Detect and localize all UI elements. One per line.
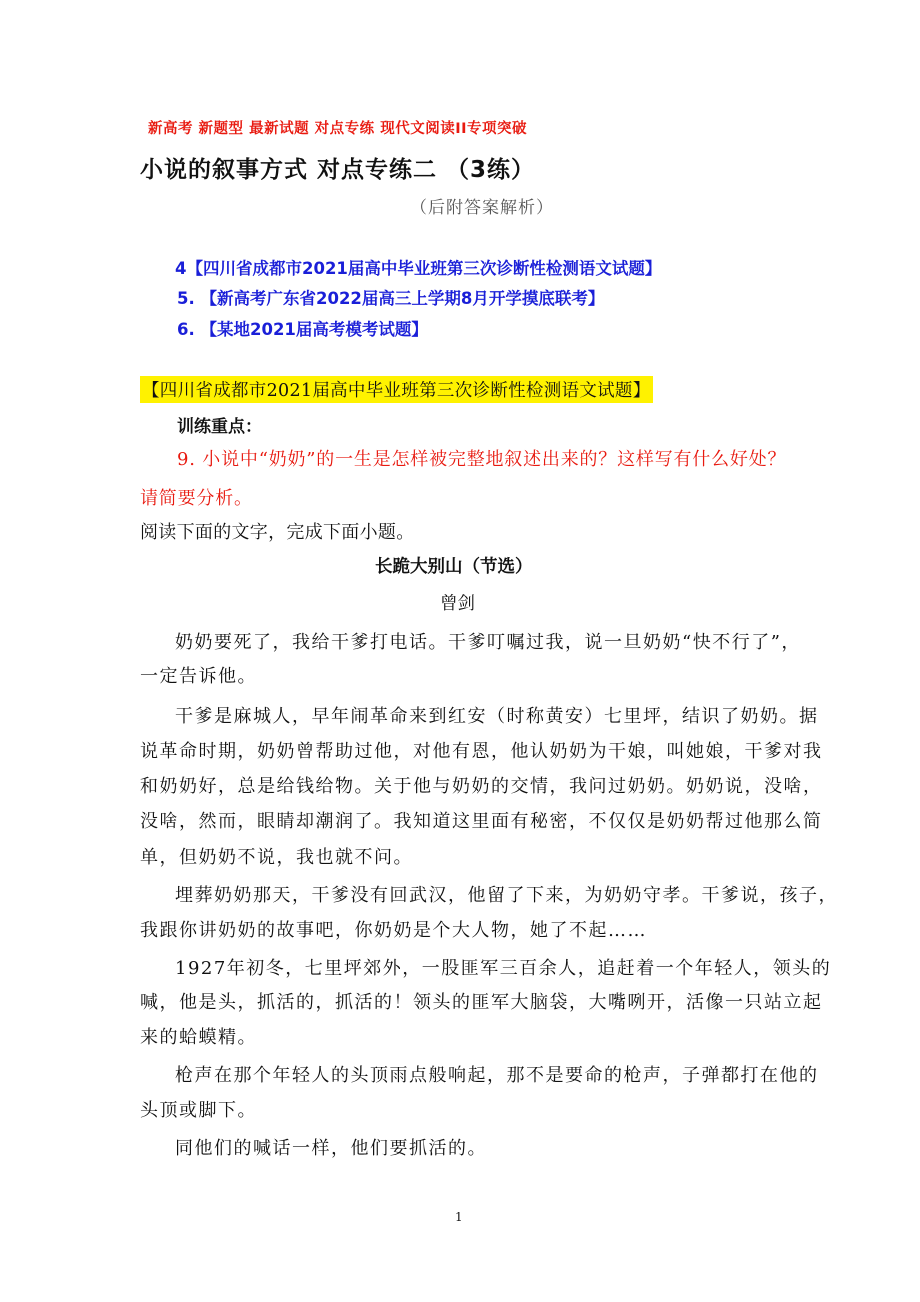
article-line: 枪声在那个年轻人的头顶雨点般响起，那不是要命的枪声，子弹都打在他的	[175, 1065, 819, 1086]
toc-item-6: 6. 【某地2021届高考模考试题】	[177, 320, 428, 339]
article-line: 同他们的喊话一样，他们要抓活的。	[175, 1138, 487, 1159]
article-line: 头顶或脚下。	[140, 1100, 257, 1121]
focus-label: 训练重点：	[177, 417, 262, 437]
page-title: 小说的叙事方式 对点专练二 （3练）	[140, 157, 536, 183]
toc-item-5: 5. 【新高考广东省2022届高三上学期8月开学摸底联考】	[177, 289, 605, 308]
article-line: 干爹是麻城人，早年闹革命来到红安（时称黄安）七里坪，结识了奶奶。据	[175, 706, 819, 727]
article-line: 没啥，然而，眼睛却潮润了。我知道这里面有秘密，不仅仅是奶奶帮过他那么简	[140, 811, 823, 832]
article-line: 单，但奶奶不说，我也就不问。	[140, 847, 413, 868]
article-line: 埋葬奶奶那天，干爹没有回武汉，他留了下来，为奶奶守孝。干爹说，孩子，	[175, 885, 838, 906]
article-line: 和奶奶好，总是给钱给物。关于他与奶奶的交情，我问过奶奶。奶奶说，没啥，	[140, 776, 823, 797]
article-line: 来的蛤蟆精。	[140, 1027, 257, 1048]
article-title: 长跪大别山（节选）	[375, 557, 533, 577]
article-line: 1927年初冬，七里坪郊外，一股匪军三百余人，追赶着一个年轻人，领头的	[175, 958, 832, 979]
question-line-2: 请简要分析。	[140, 488, 253, 509]
article-author: 曾剑	[440, 594, 475, 614]
article-line: 喊，他是头，抓活的，抓活的！领头的匪军大脑袋，大嘴咧开，活像一只站立起	[140, 992, 823, 1013]
page-number: 1	[455, 1210, 463, 1224]
article-line: 我跟你讲奶奶的故事吧，你奶奶是个大人物，她了不起……	[140, 920, 647, 941]
toc-item-4: 4【四川省成都市2021届高中毕业班第三次诊断性检测语文试题】	[175, 259, 662, 278]
header-tagline: 新高考 新题型 最新试题 对点专练 现代文阅读II专项突破	[148, 121, 527, 137]
article-line: 一定告诉他。	[140, 666, 257, 687]
article-line: 说革命时期，奶奶曾帮助过他，对他有恩，他认奶奶为干娘，叫她娘，干爹对我	[140, 741, 823, 762]
article-line: 奶奶要死了，我给干爹打电话。干爹叮嘱过我，说一旦奶奶“快不行了”，	[175, 632, 801, 653]
reading-instruction: 阅读下面的文字，完成下面小题。	[140, 522, 415, 543]
page-subtitle: （后附答案解析）	[410, 198, 554, 218]
section-source-heading: 【四川省成都市2021届高中毕业班第三次诊断性检测语文试题】	[140, 376, 653, 403]
question-line-1: 9. 小说中“奶奶”的一生是怎样被完整地叙述出来的？这样写有什么好处？	[177, 449, 787, 470]
